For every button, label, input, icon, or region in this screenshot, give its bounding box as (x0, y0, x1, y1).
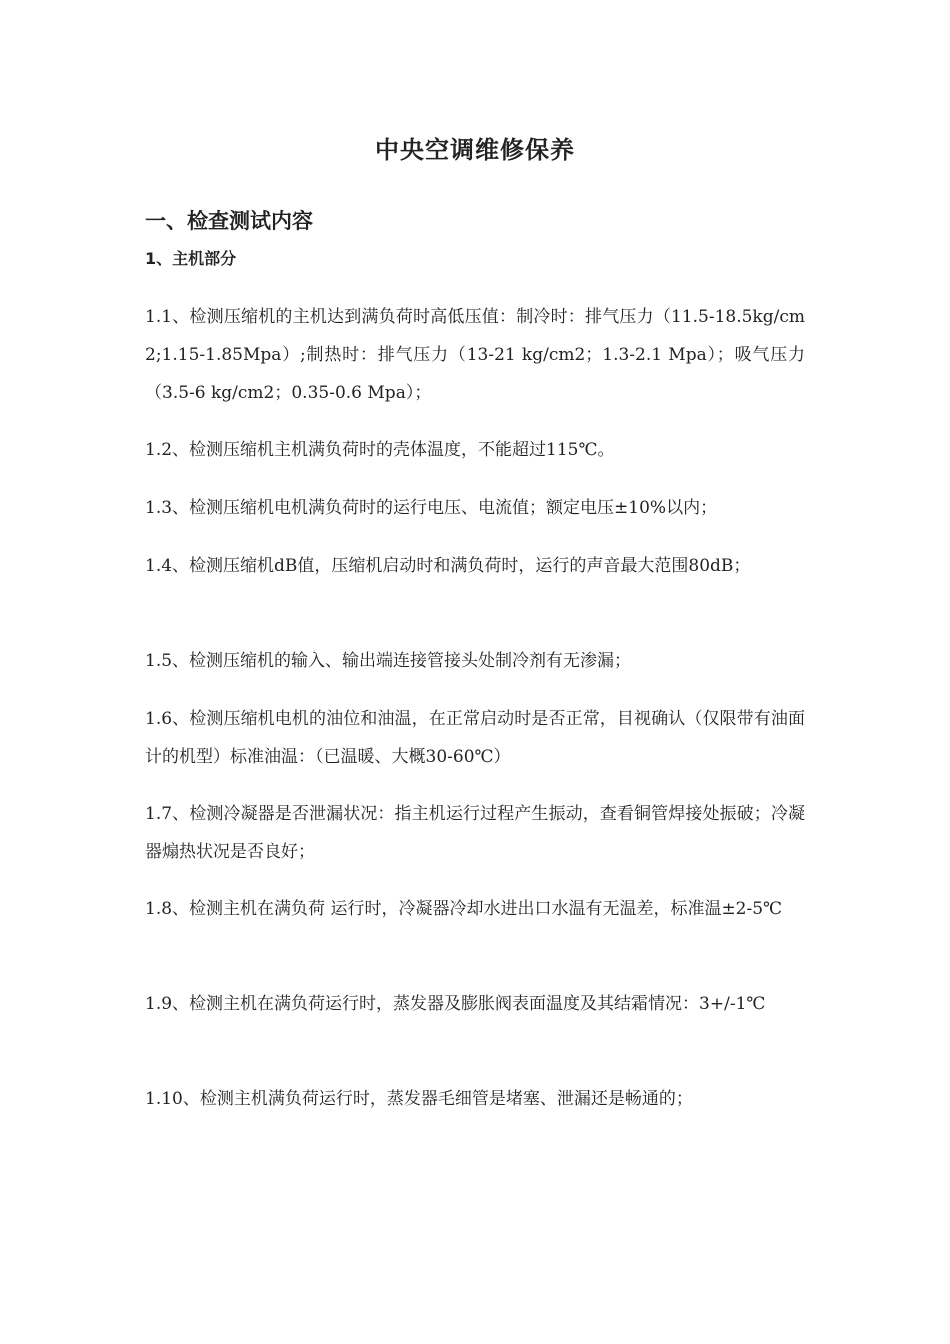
paragraph-1-5: 1.5、检测压缩机的输入、输出端连接管接头处制冷剂有无渗漏； (145, 651, 632, 671)
paragraph-1-2: 1.2、检测压缩机主机满负荷时的壳体温度，不能超过115℃。 (145, 440, 615, 460)
paragraph-1-8: 1.8、检测主机在满负荷 运行时，冷凝器冷却水进出口水温有无温差，标准温±2-5℃ (145, 899, 783, 919)
paragraph-1-10: 1.10、检测主机满负荷运行时，蒸发器毛细管是堵塞、泄漏还是畅通的； (145, 1089, 693, 1109)
subsection-heading: 1、主机部分 (145, 249, 237, 268)
section-heading: 一、检查测试内容 (145, 209, 313, 233)
paragraph-1-9: 1.9、检测主机在满负荷运行时，蒸发器及膨胀阀表面温度及其结霜情况：3+/-1℃ (145, 994, 766, 1014)
paragraph-1-6: 1.6、检测压缩机电机的油位和油温，在正常启动时是否正常，目视确认（仅限带有油面计的机型）标准油温：（已温暖、大概30-60℃） (145, 709, 805, 767)
paragraph-1-1: 1.1、检测压缩机的主机达到满负荷时高低压值：制冷时：排气压力（11.5-18.5kg/cm2;1.15-1.85Mpa）;制热时：排气压力（13-21 kg/cm2；1.3-2.1 Mpa）；吸气压力（3.5-6 kg/cm2；0.35-0.6 Mpa）； (145, 307, 805, 403)
paragraph-1-7: 1.7、检测冷凝器是否泄漏状况：指主机运行过程产生振动，查看铜管焊接处振破；冷凝器煽热状况是否良好； (145, 804, 805, 862)
paragraph-1-4: 1.4、检测压缩机dB值，压缩机启动时和满负荷时，运行的声音最大范围80dB； (145, 556, 751, 576)
paragraph-1-3: 1.3、检测压缩机电机满负荷时的运行电压、电流值；额定电压±10%以内； (145, 498, 718, 518)
document-title: 中央空调维修保养 (375, 136, 575, 164)
